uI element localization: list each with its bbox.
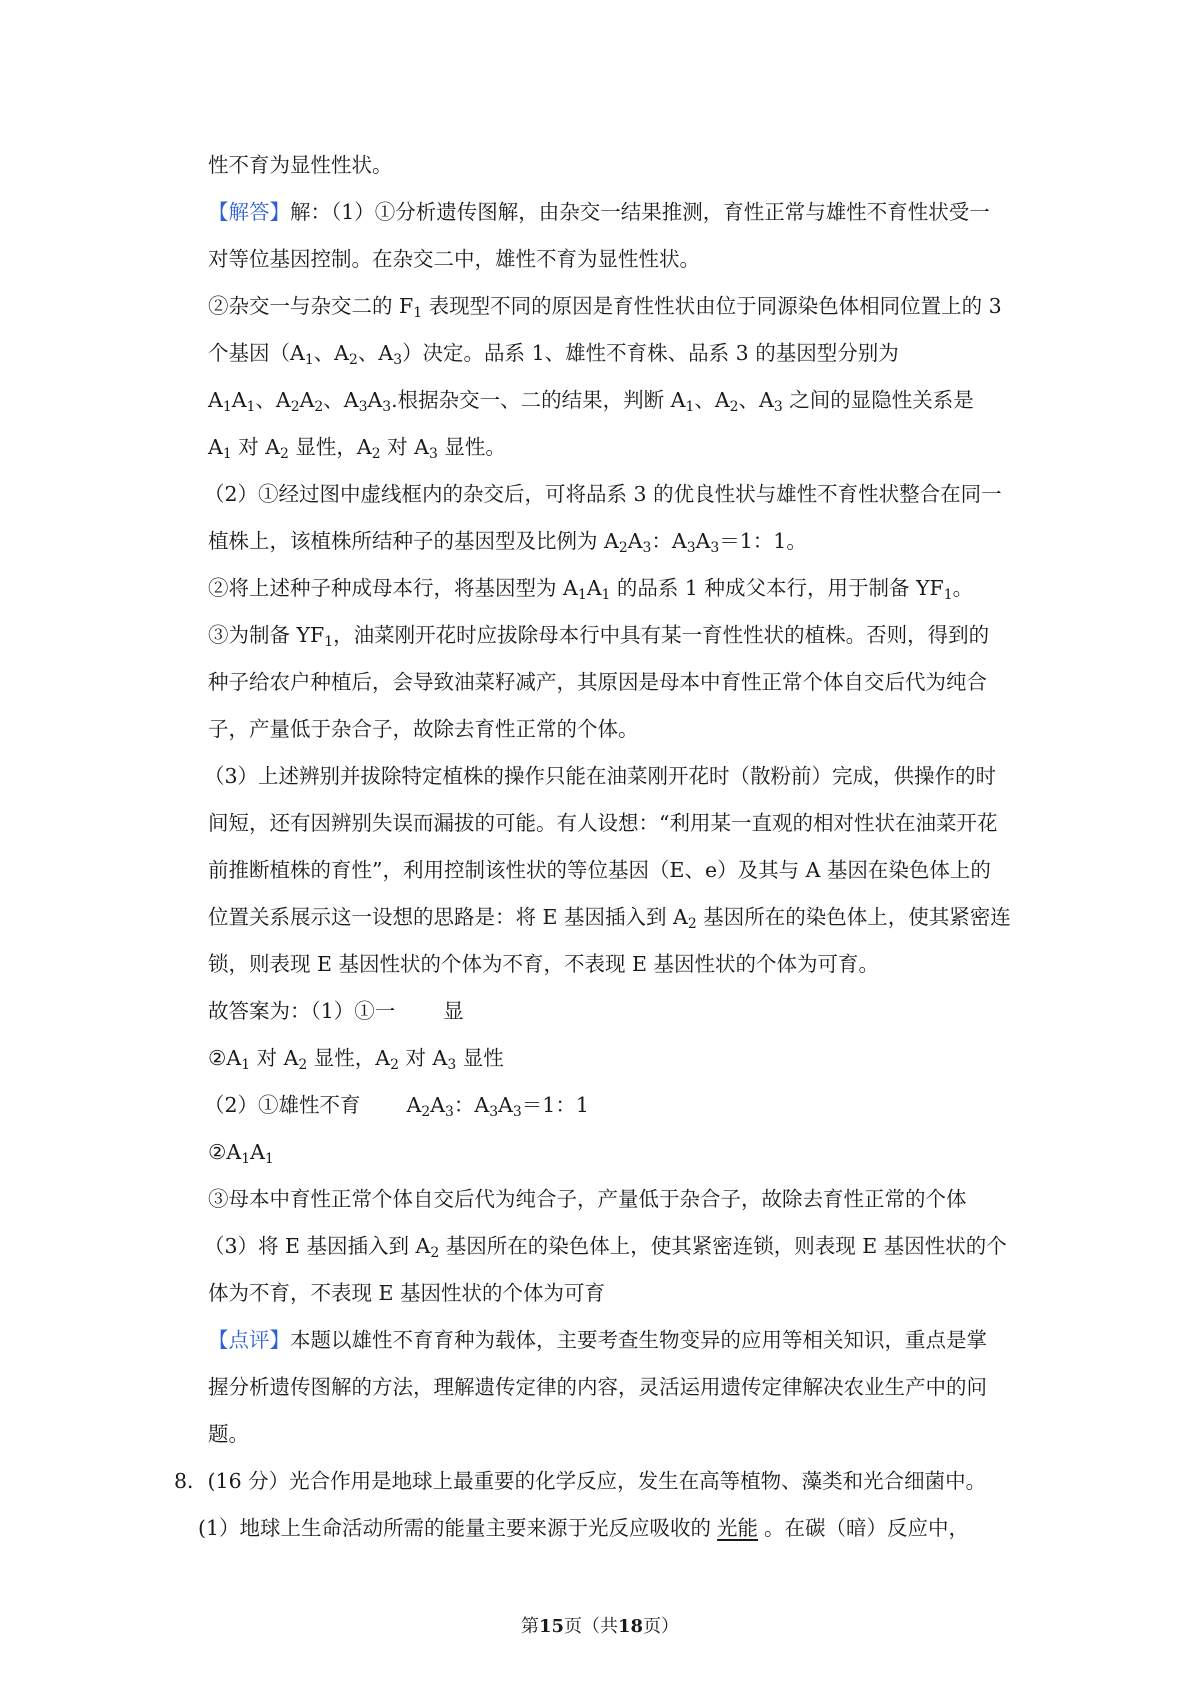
answer-summary-line: 故答案为：（1）①一 显: [208, 999, 464, 1023]
text-line: $②A_1$ 对 $A_2$ 显性，$A_2$ 对 $A_3$ 显性: [208, 1046, 504, 1073]
text-line: ③为制备 $YF_1$，油菜刚开花时应拔除母本行中具有某一育性性状的植株。否则，得到的: [208, 623, 990, 650]
text-line: 间短，还有因辨别失误而漏拔的可能。有人设想：“利用某一直观的相对性状在油菜开花: [208, 811, 998, 835]
text-line: 位置关系展示这一设想的思路是：将 E 基因插入到 $A_2$ 基因所在的染色体上，使其紧密连: [208, 905, 1011, 932]
current-page-number: 15: [538, 1616, 564, 1637]
page-footer: 第15页（共18页）: [520, 1616, 680, 1637]
question-8-stem: 8．(16 分）光合作用是地球上最重要的化学反应，发生在高等植物、藻类和光合细菌中。: [174, 1469, 987, 1493]
text-line: 性不育为显性性状。: [208, 153, 393, 177]
question-8-part-1: (1）地球上生命活动所需的能量主要来源于光反应吸收的 光能 。在碳（暗）反应中，: [198, 1516, 970, 1540]
text-line: 前推断植株的育性”，利用控制该性状的等位基因（E、e）及其与 A 基因在染色体上的: [208, 858, 991, 882]
fill-in-blank-answer: 光能: [717, 1516, 759, 1540]
answer-paragraph-line: 【解答】解：（1）①分析遗传图解，由杂交一结果推测，育性正常与雄性不育性状受一: [208, 200, 990, 224]
text-line: $②A_1A_1$: [208, 1140, 274, 1167]
text-line: $A_1A_1$、$A_2A_2$、$A_3A_3$.根据杂交一、二的结果，判断 $A_1$、$A_2$、$A_3$ 之间的显隐性关系是: [208, 388, 974, 415]
text-line: 植株上，该植株所结种子的基因型及比例为 $A_2A_3$：$A_3A_3=1$：1。: [208, 529, 807, 556]
comment-tag: 【点评】: [208, 1328, 290, 1352]
text-line: ②将上述种子种成母本行，将基因型为 $A_1A_1$ 的品系 1 种成父本行，用于制备 $YF_1$。: [208, 576, 974, 603]
text-line: 题。: [208, 1422, 249, 1446]
text-line: 体为不育，不表现 E 基因性状的个体为可育: [208, 1281, 605, 1305]
page-content: [174, 142, 1023, 1552]
text-line: ③母本中育性正常个体自交后代为纯合子，产量低于杂合子，故除去育性正常的个体: [208, 1187, 967, 1211]
text-line: 对等位基因控制。在杂交二中，雄性不育为显性性状。: [208, 247, 700, 271]
text-line: （3）将 E 基因插入到 $A_2$ 基因所在的染色体上，使其紧密连锁，则表现 E 基因性状的个: [204, 1234, 1007, 1261]
comment-paragraph-line: 【点评】本题以雄性不育育种为载体，主要考查生物变异的应用等相关知识，重点是掌: [208, 1328, 987, 1352]
text-line: （3）上述辨别并拔除特定植株的操作只能在油菜刚开花时（散粉前）完成，供操作的时: [204, 764, 997, 788]
text-line: 锁，则表现 E 基因性状的个体为不育，不表现 E 基因性状的个体为可育。: [208, 952, 879, 976]
text-line: ②杂交一与杂交二的 $F_1$ 表现型不同的原因是育性性状由位于同源染色体相同位置上的 3: [208, 294, 1002, 321]
text-line: 握分析遗传图解的方法，理解遗传定律的内容，灵活运用遗传定律解决农业生产中的问: [208, 1375, 987, 1399]
text-line: 个基因（$A_1$、$A_2$、$A_3$）决定。品系 1、雄性不育株、品系 3 的基因型分别为: [208, 341, 899, 368]
answer-tag: 【解答】: [208, 200, 290, 224]
text-line: 子，产量低于杂合子，故除去育性正常的个体。: [208, 717, 639, 741]
total-page-count: 18: [618, 1616, 644, 1637]
text-line: $A_1$ 对 $A_2$ 显性，$A_2$ 对 $A_3$ 显性。: [208, 435, 506, 462]
text-line: 种子给农户种植后，会导致油菜籽减产，其原因是母本中育性正常个体自交后代为纯合: [208, 670, 987, 694]
text-line: （2）①雄性不育 $A_2A_3$：$A_3A_3=1$：1: [204, 1093, 589, 1120]
text-line: （2）①经过图中虚线框内的杂交后，可将品系 3 的优良性状与雄性不育性状整合在同一: [204, 482, 1002, 506]
